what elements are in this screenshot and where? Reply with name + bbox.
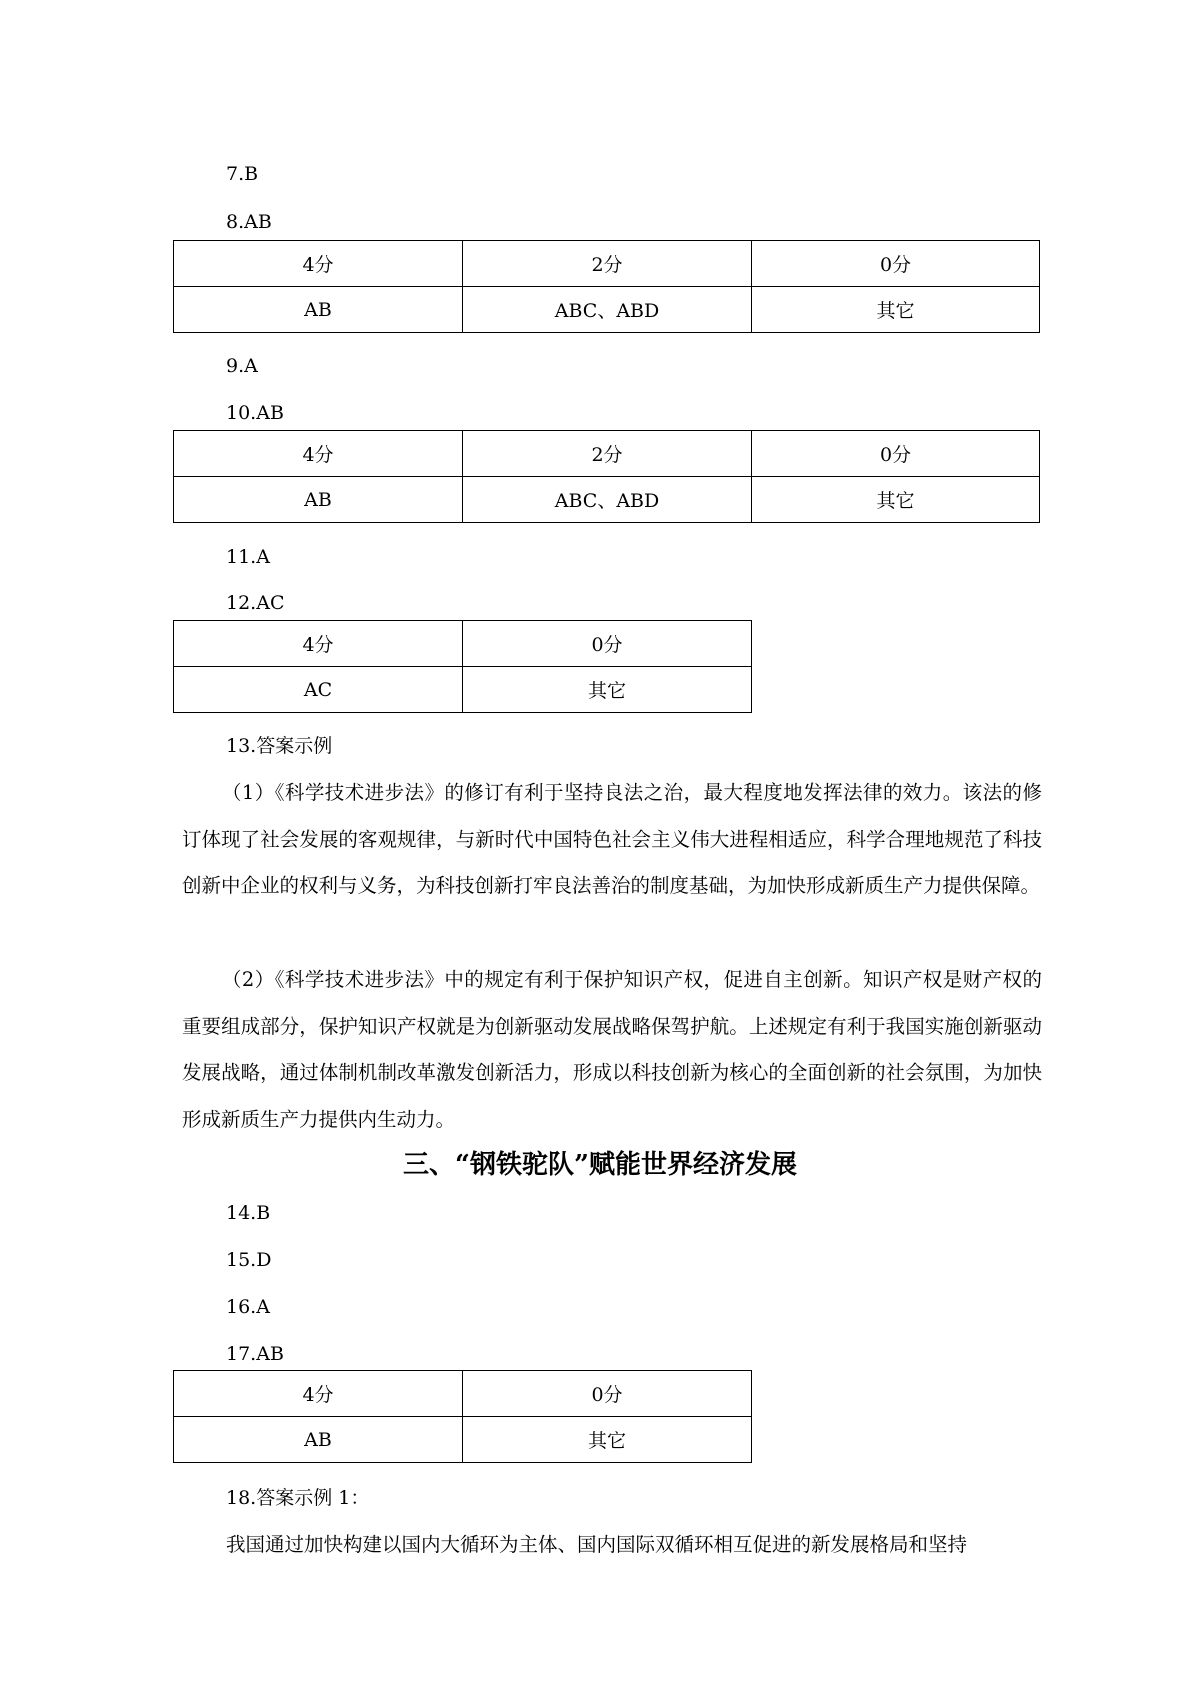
answer-15: 15.D bbox=[226, 1249, 272, 1271]
answer-17: 17.AB bbox=[226, 1343, 284, 1365]
section-heading: 三、“钢铁驼队”赋能世界经济发展 bbox=[403, 1150, 797, 1180]
table-cell: AB bbox=[174, 1417, 463, 1463]
answer-11: 11.A bbox=[226, 546, 270, 568]
table-row bbox=[174, 1371, 752, 1417]
table-cell: 其它 bbox=[463, 1417, 752, 1463]
answer-10: 10.AB bbox=[226, 402, 284, 424]
score-table-12 bbox=[173, 620, 752, 713]
score-table-17 bbox=[173, 1370, 752, 1463]
answer-9: 9.A bbox=[226, 355, 258, 377]
table-cell: 0分 bbox=[752, 431, 1040, 477]
table-cell: 0分 bbox=[752, 241, 1040, 287]
table-cell: 0分 bbox=[463, 1371, 752, 1417]
table-cell: 4分 bbox=[174, 621, 463, 667]
table-cell: 2分 bbox=[463, 241, 752, 287]
table-cell: ABC、ABD bbox=[463, 287, 752, 333]
table-row bbox=[174, 667, 752, 713]
table-cell: 其它 bbox=[752, 477, 1040, 523]
answer-16: 16.A bbox=[226, 1296, 270, 1318]
table-row bbox=[174, 477, 1040, 523]
table-row bbox=[174, 431, 1040, 477]
answer-14: 14.B bbox=[226, 1202, 271, 1224]
table-row bbox=[174, 287, 1040, 333]
table-cell: 2分 bbox=[463, 431, 752, 477]
table-cell: 其它 bbox=[752, 287, 1040, 333]
answer-13-paragraph-1: （1）《科学技术进步法》的修订有利于坚持良法之治，最大程度地发挥法律的效力。该法的修订体现了社会发展的客观规律，与新时代中国特色社会主义伟大进程相适应，科学合理地规范了科技创新中企业的权利与义务，为科技创新打牢良法善治的制度基础，为加快形成新质生产力提供保障。 bbox=[182, 781, 1042, 897]
table-cell: ABC、ABD bbox=[463, 477, 752, 523]
table-cell: AC bbox=[174, 667, 463, 713]
answer-12: 12.AC bbox=[226, 592, 285, 614]
table-cell: 0分 bbox=[463, 621, 752, 667]
answer-13-paragraph-2: （2）《科学技术进步法》中的规定有利于保护知识产权，促进自主创新。知识产权是财产权的重要组成部分，保护知识产权就是为创新驱动发展战略保驾护航。上述规定有利于我国实施创新驱动发展战略，通过体制机制改革激发创新活力，形成以科技创新为核心的全面创新的社会氛围，为加快形成新质生产力提供内生动力。 bbox=[182, 968, 1042, 1131]
table-row bbox=[174, 621, 752, 667]
answer-18-text: 我国通过加快构建以国内大循环为主体、国内国际双循环相互促进的新发展格局和坚持 bbox=[226, 1533, 968, 1556]
table-row bbox=[174, 241, 1040, 287]
table-cell: 其它 bbox=[463, 667, 752, 713]
table-row bbox=[174, 1417, 752, 1463]
score-table-8 bbox=[173, 240, 1040, 333]
table-cell: AB bbox=[174, 477, 463, 523]
answer-13-label: 13.答案示例 bbox=[226, 735, 333, 757]
answer-18-label: 18.答案示例 1： bbox=[226, 1487, 370, 1509]
answer-8: 8.AB bbox=[226, 211, 272, 233]
table-cell: AB bbox=[174, 287, 463, 333]
table-cell: 4分 bbox=[174, 431, 463, 477]
table-cell: 4分 bbox=[174, 1371, 463, 1417]
table-cell: 4分 bbox=[174, 241, 463, 287]
score-table-10 bbox=[173, 430, 1040, 523]
answer-7: 7.B bbox=[226, 163, 259, 185]
